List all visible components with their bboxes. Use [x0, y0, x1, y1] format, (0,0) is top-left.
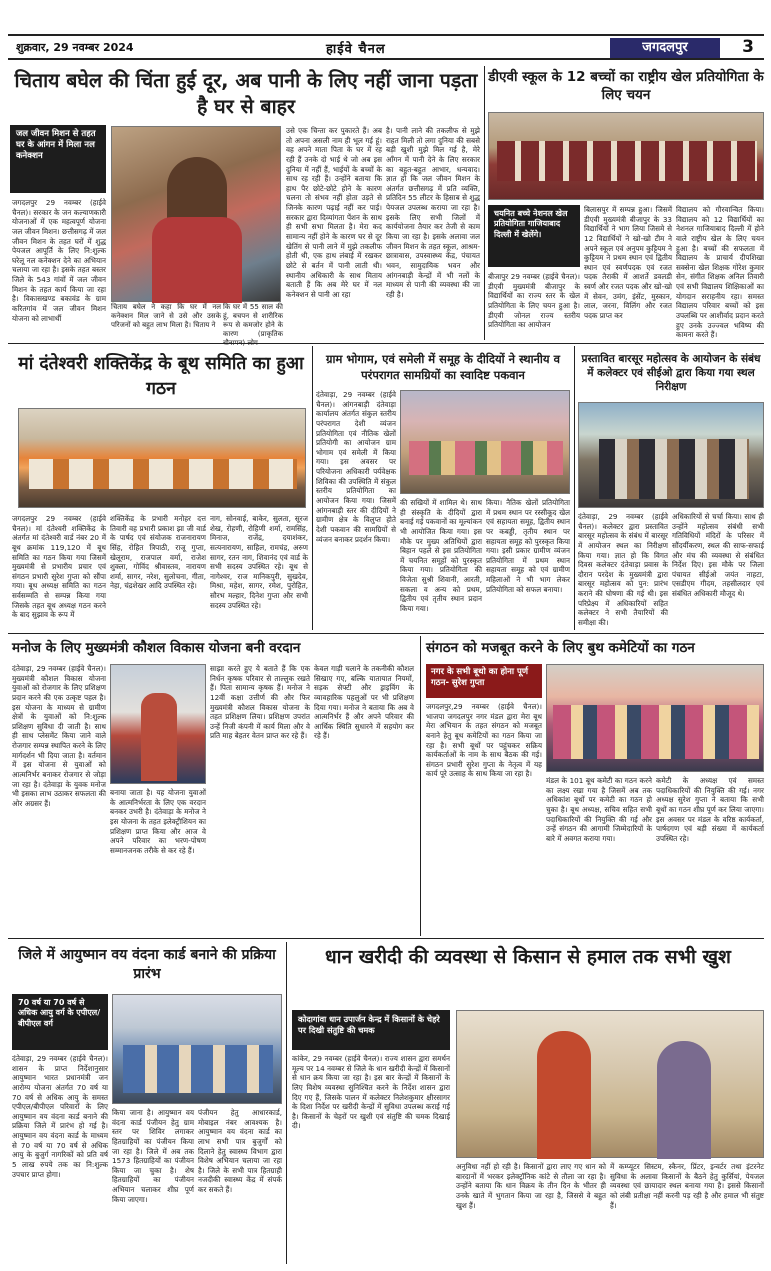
- story1-photo: [111, 126, 281, 302]
- page-number: 3: [742, 37, 754, 57]
- story6-col4: केवल गाड़ी चलाने के तकनीकी कौशल सिखाए गए, बल्कि यातायात नियमों, सड़क सेफ्टी और ड्राइविंग के व्यावहारिक पहलुओं पर भी प्रशिक्षण दिया गया। मनोज ने बताया कि अब वे आत्मनिर्भर हैं और अपने परिवार की आर्थिक स्थिति सुधारने में सहयोग कर रहे हैं।: [314, 664, 414, 741]
- story2-headline: डीएवी स्कूल के 12 बच्चों का राष्ट्रीय खेल प्रतियोगिता के लिए चयन: [488, 69, 764, 104]
- story6-photo: [110, 664, 206, 784]
- story3-headline: मां दंतेश्वरी शक्तिकेंद्र के बूथ समिति का हुआ गठन: [18, 354, 304, 399]
- story1-headline: चिताय बघेल की चिंता हुई दूर, अब पानी के लिए नहीं जाना पड़ता है घर से बाहर: [14, 69, 478, 119]
- story2-photo: [488, 112, 764, 200]
- story4-photo: [400, 390, 570, 494]
- story1-caption: चिताय बघेल ने कहा कि घर में नल कनेक्शन मिल जाने से उसे और उसके परिजनों को बहुत लाभ मिला है। चिताय ने: [111, 303, 221, 330]
- story1-subhead: जल जीवन मिशन से तहत घर के आंगन में मिला नल कनेक्शन: [10, 125, 106, 193]
- story7-headline: संगठन को मजबूत करने के लिए बुथ कमेटियों का गठन: [426, 640, 695, 656]
- story8-col2: किया जाना है। आयुष्मान वय वंदना कार्ड पंजीयन हेतु ग्राम स्तर पर शिविर लगाकर हितग्राहियों का पंजीयन किया जा रहा है। जिले में अब तक 1573 हितग्राहियों का पंजीयन किया जा चुका है। शेष हितग्राहियों का पंजीयन अभियान चलाकर शीघ्र पूर्ण किया जाएगा।: [112, 1108, 194, 1204]
- story9-photo: [456, 1010, 764, 1158]
- story5-col1: दंतेवाड़ा, 29 नवम्बर (हाईवे चैनल)। कलेक्टर द्वारा प्रस्तावित बारसूर महोत्सव के संबंध में बारसूर में आयोजन स्थल का निरीक्षण किया गया। ज्ञात हो कि विगत दिवस कलेक्टर दंतेवाड़ा प्रवास के दौरान परदेश के मुख्यमंत्री द्वारा बारसूर महोत्सव को पुन: प्रारंभ कराने की घोषणा की गई थी। इस परिप्रेक्ष्य में अधिकारियों सहित कलेक्टर ने सभी तैयारियों की समीक्षा की।: [578, 512, 668, 628]
- city-label: जगदलपुर: [610, 38, 720, 58]
- story2-subhead: चयनित बच्चे नेशनल खेल प्रतियोगिता गाजियाबाद दिल्ली में खेलेंगे।: [488, 205, 580, 267]
- story4-col2: की सखियों में शामिल थे। साथ ही संस्कृति के दीदियों द्वारा बनाई गई पकवानों का मूल्यांकन भी आयोजित किया गया। इस मौके पर मुख्य अतिथियों द्वारा बिहान पहले से इस प्रतियोगिता में चयनित समूहों को पुरस्कृत किया गया। प्रतियोगिता की विजेता सुश्री शिवानी, आरती, सकला व अन्य को प्रथम, द्वितीय एवं तृतीय स्थान प्रदान किया गया।: [400, 498, 483, 614]
- masthead: [8, 34, 764, 60]
- story7-col3: कमेटी के अध्यक्ष एवं समस्त पदाधिकारियों की नियुक्ति की गई। नगर अध्यक्ष सुरेश गुप्ता ने बताया कि सभी बूथों का गठन शीघ्र पूर्ण कर लिया जाएगा। इस अवसर पर मंडल के वरिष्ठ कार्यकर्ता, पार्षदगण एवं बड़ी संख्या में कार्यकर्ता उपस्थित रहे।: [656, 776, 764, 843]
- story1-col2: उसे एक चिन्ता कर पुकारते हैं। अब तो अपना असली नाम ही भूल गई हूं। वह अपने माता पिता के घर में रह रही हैं उनके दो भाई थे जो अब इस दुनिया में नहीं हैं, भाईयों के बच्चों के साथ रह रही हैं। उन्होंने बताया कि हाथ पैर छोटे-छोटे होने के कारण चलना तो संभव नहीं होता उड़ते से जिनके कारण पढ़ाई नहीं कर पाई। सरकार द्वारा दिव्यांगता पेंशन के साथ ही सभी सभा मिलता है। मेरा कद सामान्य नहीं होने के कारण घर से दूर खेतिंग से पानी लाने में मुझे तकलीफ होती थी, एक हाथ लंबाई में रखकर छोटे से बर्तन में पानी लाती थी। स्थानीय अधिकारी के साथ मिताय बताती हैं कि अब मेरे घर में नल कनेक्शन से पानी आ रहा: [286, 126, 382, 299]
- story4-col1: दंतेवाड़ा, 29 नवम्बर (हाईवे चैनल)। आंगनबाड़ी दंतेवाड़ा कार्यालय अंतर्गत संकुल स्तरीय परंपरागत देशी व्यंजन प्रतियोगिता एवं नीतिक खेलों प्रतियोगी का आयोजन ग्राम भोगाम एवं समेली में किया गया। इस अवसर पर परियोजना अधिकारी पर्यवेक्षक शिविका की उपस्थिति में संकुल स्तरीय प्रतियोगिता का आयोजन किया गया। जिसमें आंगनबाड़ी स्तर की दीदियों ने ग्रामीण क्षेत्र के विलुप्त होते देशी पकवान की सामग्रियों से व्यंजन बनाकर प्रदर्शन किया।: [316, 390, 396, 544]
- story3-col3: नाग, सोनवाई, बाकेर, सुलता, सूरज शेख, रोहणी, रोहिणी शर्मा, रामसिंह, मिनाज, राजेंद्र, दयाशंकर, सत्यनारायण, साहिल, रामचंद्र, अरुण सागर, रतन नाग, शिवानंद एवं वार्ड के सभी सदस्य उपस्थित रहे। बूथ से नागेश्वर, राज मानिकपुरी, सुखदेव, मिश्रा, महेश, सागर, रमेश, पुरोहित, सौरभ मल्हार, दिनेश गुप्ता और सभी सदस्य उपस्थित रहे।: [210, 514, 308, 610]
- brand-name: हाईवे चैनल: [326, 42, 386, 57]
- story8-subhead: 70 वर्ष या 70 वर्ष से अधिक आयु वर्ग के एपीएल/बीपीएल वर्ग: [12, 994, 108, 1050]
- story1-col3: है। पानी लाने की तकलीफ से मुझे राहत मिली तो लगा दुनिया की सबसे बड़ी खुशी मुझे मिल गई है, मेरे आँगन में पानी देने के लिए सरकार का बहुत-बहुत आभार, धन्यवाद। ज्ञात हो कि जल जीवन मिशन के अंतर्गत छत्तीसगढ़ में प्रति व्यक्ति, प्रतिदिन 55 लीटर के हिसाब से शुद्ध पेयजल उपलब्ध कराया जा रहा है। इसके लिए सभी जिलों में कार्ययोजना तैयार कर तेजी से काम किया जा रहा है। इसके अलावा जल जीवन मिशन के तहत स्कूल, आश्रम-छात्रावास, उपस्वास्थ्य केंद्र, पंचायत भवन, सामुदायिक भवन और आंगनबाड़ी केन्द्रों में भी नलों के माध्यम से पानी की व्यवस्था की जा रही है।: [386, 126, 480, 299]
- story8-col3: पंजीयन हेतु आधारकार्ड, मोबाइल नंबर आवश्यक है। आयुष्मान वय वंदना कार्ड का लाभ सभी पात्र बुजुर्गों को दिलाने हेतु स्वास्थ्य विभाग द्वारा विशेष अभियान चलाया जा रहा है। जिले के सभी पात्र हितग्राही नजदीकी स्वास्थ्य केंद्र में संपर्क कर सकते हैं।: [198, 1108, 282, 1195]
- story9-headline: धान खरीदी की व्यवस्था से किसान से हमाल तक सभी खुश: [325, 946, 731, 968]
- story1-col1: जगदलपुर 29 नवम्बर (हाईवे चैनल)। सरकार के जन कल्याणकारी योजनाओं में एक महत्वपूर्ण योजना जल जीवन मिशन। छत्तीसगढ़ में जल जीवन मिशन के तहत घरों में शुद्ध पेयजल आपूर्ति के लिए नि:शुल्क घरेलू नल कनेक्शन देने का अभियान चलाया जा रहा है। इसके तहत बस्तर जिले के 543 गांवों में जल जीवन मिशन के तहत कार्य किया जा रहा है। विकासखण्ड बकावंड के ग्राम करितगांव में जल जीवन मिशन योजना को लाभार्थी: [12, 198, 106, 323]
- story5-col2: अधिकारियों से चर्चा किया। साथ ही उन्होंने महोत्सव संबंधी सभी गतिविधियों मंदिरों के परिसर में सौंदर्यीकरण, स्थल की साफ-सफाई और मंच की व्यवस्था से संबंधित निर्देश दिए। इस मौके पर जिला पंचायत सीईओ जयंत नाहटा, एसडीएम गीदम, तहसीलदार एवं संबंधित अधिकारी मौजूद थे।: [672, 512, 764, 599]
- story9-subhead: कोदागांवा धान उपार्जन केन्द्र में किसानों के चेहरे पर दिखी संतुष्टि की चमक: [292, 1010, 450, 1050]
- story7-photo: [546, 664, 764, 772]
- story3-photo: [18, 408, 306, 508]
- issue-date: शुक्रवार, 29 नवम्बर 2024: [16, 41, 134, 54]
- story7-col2: मंडल के 101 बूथ कमेटी का गठन करने का लक्ष्य रखा गया है जिसमें अब तक अधिकांश बूथों पर कमेटी का गठन हो चुका है। बूथ अध्यक्ष, सचिव सहित सभी पदाधिकारियों की नियुक्ति की गई और उन्हें संगठन की आगामी जिम्मेदारियों के बारे में अवगत कराया गया।: [546, 776, 652, 843]
- story2-col2: बिलासपुर में सम्पन्न हुआ। जिसमें डीएवी मुख्यमंत्री बीजापुर के 33 विद्यार्थियों ने भाग लिया जिसमे से 12 विद्यार्थियों ने खो-खो टीम ने अपने स्कूल एवं अनुपम कुट्टियम ने कुट्टियम ने प्रथम स्थान एवं द्वितीय स्थान एवं स्वर्णपदक एवं रजत पदक तैराकी में आशर्ते डवलडी स्वर्ण और रजत पदक और खो-खो में सेवन, उमंग, इंसेंट, मुस्कान, लाल, जरना, विलिंग और रजत पदक प्राप्त कर: [584, 205, 672, 321]
- story6-col2: बनाया जाता है। यह योजना युवाओं के आत्मनिर्भरता के लिए एक वरदान बनकर उभरी है। दंतेवाड़ा के मनोज ने इस योजना के तहत इलेक्ट्रीशियन का प्रशिक्षण प्राप्त किया और आज वे अपने परिवार का भरण-पोषण सम्मानजनक तरीके से कर रहे हैं।: [110, 788, 206, 855]
- story7-subhead: नगर के सभी बूथो का होना पूर्ण गठन- सुरेश गुप्ता: [426, 664, 542, 698]
- story1-tail: कि घर में 55 साल की हूं, बचपन से शारीरिक रूप से कमजोर होने के कारण (प्राकृतिक: [223, 303, 283, 339]
- story2-col1: बीजापुर 29 नवम्बर (हाईवे चैनल)। डीएवी मुख्यमंत्री बीजापुर के विद्यार्थियों का राज्य स्तर के खेल प्रतियोगिता के लिए चयन हुआ है। डीएवी जोनल राज्य स्तरीय प्रतियोगिता का आयोजन: [488, 272, 580, 330]
- story8-col1: दंतेवाड़ा, 29 नवम्बर (हाईवे चैनल)। शासन के प्राप्त निर्देशानुसार आयुष्मान भारत प्रधानमंत्री जन आरोग्य योजना अंतर्गत 70 वर्ष या 70 वर्ष से अधिक आयु के समस्त एपीएल/बीपीएल परिवारों के लिए आयुष्मान वय वंदना कार्ड बनाने की प्रक्रिया जिले में प्रारंभ हो गई है। आयुष्मान वय वंदना कार्ड के माध्यम से 70 वर्ष या 70 वर्ष से अधिक आयु के बुजुर्ग नागरिकों को प्रति वर्ष 5 लाख रुपये तक का नि:शुल्क उपचार प्राप्त होगा।: [12, 1054, 108, 1179]
- story6-headline: मनोज के लिए मुख्यमंत्री कौशल विकास योजना बनी वरदान: [12, 640, 301, 656]
- story8-headline: जिले में आयुष्मान वय वंदना कार्ड बनाने की प्रक्रिया प्रारंभ: [18, 947, 276, 983]
- story6-col1: दंतेवाड़ा, 29 नवम्बर (हाईवे चैनल)। मुख्यमंत्री कौशल विकास योजना युवाओं को रोजगार के लिए प्रशिक्षण प्रदान करने की एक उत्कृष्ट पहल है। इस योजना के माध्यम से ग्रामीण क्षेत्रों के युवाओं को नि:शुल्क प्रशिक्षण सुविधा दी जाती है। साथ ही साथ प्लेसमेंट किया जाने वाले रोजगार सम्पन्न स्थापित करने के लिए मार्गदर्शन भी दिया जाता है। वर्तमान में इस योजना से युवाओं को आत्मनिर्भर बनाकर रोजगार से जोड़ा जा रहा है। दंतेवाड़ा के युवक मनोज भी इसका लाभ उठाकर सफलता की ओर अग्रसर हैं।: [12, 664, 106, 808]
- story2-col3: विद्यालय को गौरवान्वित किया। विद्यालय को 12 विद्यार्थियों का नेशनल गाजियाबाद दिल्ली में होने वाले राष्ट्रीय खेल के लिए चयन हुआ है। बच्चों की सफलता में विद्यालय के प्राचार्य दीपशिखा सक्सेना खेल शिक्षक गोरेश कुमार सेन, संगीत शिक्षक अनिल तिवारी एवं सभी विद्यालय शिक्षिकाओं का योगदान सराहनीय रहा। समस्त विद्यालय परिवार बच्चों को इस उपलब्धि पर आशीर्वाद प्रदान करते हुए उनके उज्ज्वल भविष्य की कामना करते हैं।: [676, 205, 764, 340]
- story3-col2: शक्तिकेंद्र के प्रभारी मनोहर दत्त तिवारी वह प्रभारी प्रकाश झा जी वार्ड के पार्षद एवं संयोजक राजनारायण सिंह, रोहित त्रिपाठी, राजू गुप्ता, खेलूराम, राजपाल वर्मा, राजेश शुक्ला, गोविंद श्रीवास्तव, नारायण शर्मा, सागर, नरेश, सुलोचना, गीता, नेहा, चंद्रशेखर आदि उपस्थित रहे।: [110, 514, 206, 591]
- story6-col3: साझा करते हुए ये बताते हैं कि एक निर्धन कृषक परिवार से ताल्लुक रखते हैं। पिता सामान्य कृषक हैं। मनोज ने 12वीं कक्षा उत्तीर्ण की और फिर मुख्यमंत्री कौशल विकास योजना के तहत प्रशिक्षण लिया। प्रशिक्षण उपरांत उन्हें निजी कंपनी में कार्य मिला और वे प्रति माह बेहतर वेतन प्राप्त कर रहे हैं।: [210, 664, 310, 741]
- story9-col2: अनुविधा नहीं हो रही है। किसानों द्वारा लाए गए धान को बारदानों में भरकर इलेक्ट्रॉनिक कांटे से तौला जा रहा है। उन्होंने बताया कि धान विक्रय के तीन दिन के भीतर ही उनके खाते में भुगतान किया जा रहा है, जिससे वे बहुत खुश हैं।: [456, 1162, 606, 1210]
- story5-photo: [578, 402, 764, 508]
- story5-headline: प्रस्तावित बारसूर महोत्सव के आयोजन के संबंध में कलेक्टर एवं सीईओ द्वारा किया गया स्थल निरीक्षण: [581, 353, 761, 394]
- story4-col3: किया। नैतिक खेलों प्रतियोगिता में प्रथम स्थान पर रस्सीकूद खेल एवं सहायता समूह, द्वितीय स्थान पर कबड्डी, तृतीय स्थान पर सहायता समूह को पुरस्कृत किया गया। इसी प्रकार ग्रामीण व्यंजन प्रतियोगिता में प्रथम स्थान सहायता समूह को एवं ग्रामीण महिलाओं ने भी भाग लेकर प्रतियोगिता को सफल बनाया।: [486, 498, 570, 594]
- story9-col3: में कम्प्यूटर सिस्टम, स्कैनर, प्रिंटर, इन्वर्टर तथा इंटरनेट सुविधा के अलावा किसानों के बैठने हेतु कुर्सियां, पेयजल व्यवस्था एवं छायादार स्थल बनाया गया है। इससे किसानों को लंबी प्रतीक्षा नहीं करनी पड़ रही है और हमाल भी संतुष्ट हैं।: [610, 1162, 764, 1210]
- story9-col1: कांकेर, 29 नवम्बर (हाईवे चैनल)। राज्य शासन द्वारा समर्थन मूल्य पर 14 नवम्बर से जिले के धान खरीदी केन्द्रों में किसानों से धान क्रय किया जा रहा है। इस बार केन्द्रों में किसानों के लिए विशेष व्यवस्था सुनिश्चित करने के निर्देश शासन द्वारा दिए गए हैं, जिसके पालन में कलेक्टर निलेशकुमार क्षीरसागर के दिशा निर्देश पर खरीदी केन्द्रों में सुविधा उपलब्ध कराई गई है। किसानों के चेहरों पर खुशी एवं संतुष्टि की चमक दिखाई दी।: [292, 1054, 450, 1131]
- story8-photo: [112, 994, 282, 1104]
- story7-col1: जगदलपुर,29 नवम्बर (हाईवे चैनल)। भाजपा जगदलपुर नगर मंडल द्वारा मेरा बूथ मेरा अभियान के तहत संगठन को मजबूत बनाने हेतु बूथ कमेटियों का गठन किया जा रहा है। सभी बूथों पर पहुंचकर सक्रिय कार्यकर्ताओं के नाम के साथ बैठक की गई। संगठन प्रभारी सुरेश गुप्ता के नेतृत्व में यह कार्य पूरे उत्साह के साथ किया जा रहा है।: [426, 702, 542, 779]
- story3-col1: जगदलपुर 29 नवम्बर (हाईवे चैनल)। मां दंतेश्वरी शक्तिकेंद्र के अंतर्गत मां दंतेश्वरी वार्ड नंबर 20 में बूथ क्रमांक 119,120 में बूथ समिति का गठन किया गया जिसमें मुख्यमंत्री से प्रभारीय प्रचार एवं संगठन प्रभारी सुरेश गुप्ता को सौंपा गया। बूथ अध्यक्ष समिति का गठन सर्वसम्मति से सम्पन्न किया गया जिसके तहत बूथ अध्यक्ष गठन करने के बाद सुझाव के रूप में: [12, 514, 106, 620]
- story4-headline: ग्राम भोगाम, एवं समेली में समूह के दीदियों ने स्थानीय व परंपरागत सामग्रियों का स्वादिष्ट पकवान: [326, 352, 560, 382]
